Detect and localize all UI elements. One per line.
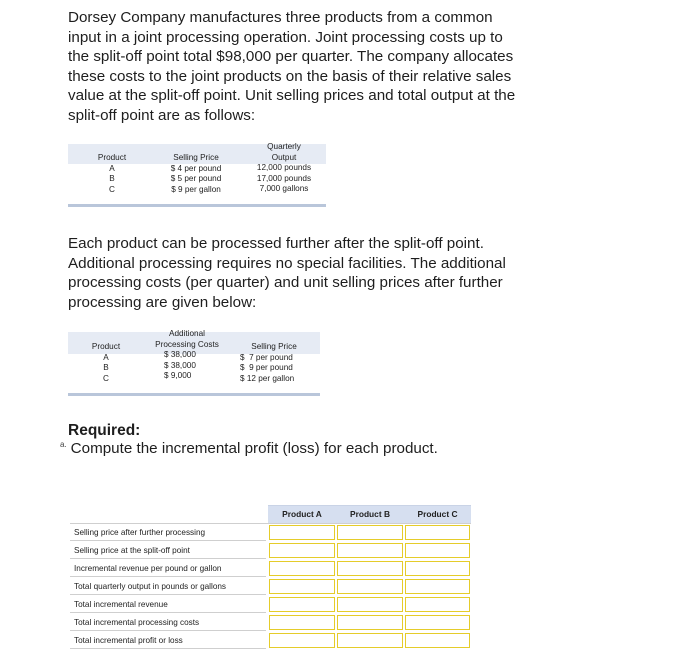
table1-col-output: [244, 142, 324, 195]
answer-row-label: Incremental revenue per pound or gallon: [70, 560, 266, 577]
question-a: [60, 440, 438, 457]
required-heading: Required:: [68, 422, 141, 439]
answer-input-product-b[interactable]: [337, 633, 403, 648]
answer-input-product-b[interactable]: [337, 543, 403, 558]
answer-input-product-b[interactable]: [337, 561, 403, 576]
answer-row-label: Total incremental profit or loss: [70, 632, 266, 649]
table2-cell: C: [103, 373, 109, 383]
answer-row-label: Selling price at the split-off point: [70, 542, 266, 559]
answer-header-product-b: Product B: [349, 509, 390, 519]
table1-cell: $ 5 per pound: [170, 174, 222, 183]
further-processing-paragraph: Each product can be processed further after the split-off point. Additional processing requires no special facilities. The additional processing costs (per quarter) and unit selling prices after further processing are given below:: [68, 235, 506, 311]
answer-input-product-b[interactable]: [337, 525, 403, 540]
table1-cell: 17,000 pounds: [256, 173, 312, 183]
table1-col-product: [92, 153, 132, 195]
answer-input-product-c[interactable]: [405, 579, 470, 594]
table1-cell: A: [109, 163, 115, 173]
answer-input-product-a[interactable]: [269, 615, 335, 630]
table1-bottom-rule: [68, 204, 326, 207]
table2-cell: $ 7 per pound: [240, 352, 293, 362]
answer-header-product-a: Product A: [282, 509, 322, 519]
table1-cell: 7,000 gallons: [259, 184, 309, 193]
answer-input-product-a[interactable]: [269, 579, 335, 594]
table1-cell: 12,000 pounds: [256, 163, 312, 172]
answer-row-label: Total incremental processing costs: [70, 614, 266, 631]
answer-input-product-c[interactable]: [405, 525, 470, 540]
answer-row-label: Total incremental revenue: [70, 596, 266, 613]
table2-cell: $ 9 per pound: [240, 363, 293, 372]
table2-header-cost-2: Processing Costs: [155, 339, 219, 349]
table1-header-product: Product: [97, 153, 127, 162]
table2-bottom-rule: [68, 393, 320, 396]
answer-input-product-a[interactable]: [269, 633, 335, 648]
question-marker: a.: [60, 440, 67, 449]
table2-cell: $ 38,000: [164, 350, 196, 359]
table2-col-price: [234, 342, 314, 384]
answer-input-product-a[interactable]: [269, 597, 335, 612]
table2-cell: $ 12 per gallon: [240, 373, 295, 383]
table1-header-output-1: Quarterly: [267, 142, 301, 151]
table2-header-price: Selling Price: [251, 342, 297, 351]
table2-header-cost-1: Additional: [169, 329, 205, 338]
answer-input-product-b[interactable]: [337, 615, 403, 630]
table1-col-price: [160, 153, 232, 195]
answer-input-product-c[interactable]: [405, 597, 470, 612]
table2-cell: $ 9,000: [164, 371, 192, 380]
table2-cell: $ 38,000: [164, 360, 196, 370]
answer-input-product-c[interactable]: [405, 543, 470, 558]
table1-cell: B: [109, 174, 115, 183]
answer-row-label: Total quarterly output in pounds or gallons: [70, 578, 266, 595]
answer-input-product-a[interactable]: [269, 543, 335, 558]
table1-cell: C: [109, 184, 115, 194]
table1-cell: $ 4 per pound: [170, 163, 222, 173]
answer-input-product-c[interactable]: [405, 633, 470, 648]
table2-col-product: [86, 342, 126, 384]
table1-header-output-2: Output: [271, 152, 297, 162]
table1-header-price: Selling Price: [173, 153, 219, 162]
answer-input-product-b[interactable]: [337, 579, 403, 594]
table2-col-cost: [144, 329, 230, 382]
answer-input-product-b[interactable]: [337, 597, 403, 612]
table2-cell: A: [103, 352, 109, 362]
answer-input-product-a[interactable]: [269, 525, 335, 540]
table1-cell: $ 9 per gallon: [171, 184, 221, 194]
intro-paragraph: Dorsey Company manufactures three products from a common input in a joint processing operation. Joint processing costs up to the split-off point total $98,000 per quarter. The company allocates these costs to the joint products on the basis of their relative sales value at the split-off point. Unit selling prices and total output at the split-off point are as follows:: [68, 9, 516, 124]
answer-header-product-c: Product C: [417, 509, 458, 519]
question-text: Compute the incremental profit (loss) for each product.: [70, 440, 438, 457]
answer-input-product-c[interactable]: [405, 615, 470, 630]
answer-input-product-a[interactable]: [269, 561, 335, 576]
answer-row-label: Selling price after further processing: [70, 524, 266, 541]
answer-input-product-c[interactable]: [405, 561, 470, 576]
table2-header-product: Product: [91, 342, 121, 351]
table2-cell: B: [103, 363, 109, 372]
